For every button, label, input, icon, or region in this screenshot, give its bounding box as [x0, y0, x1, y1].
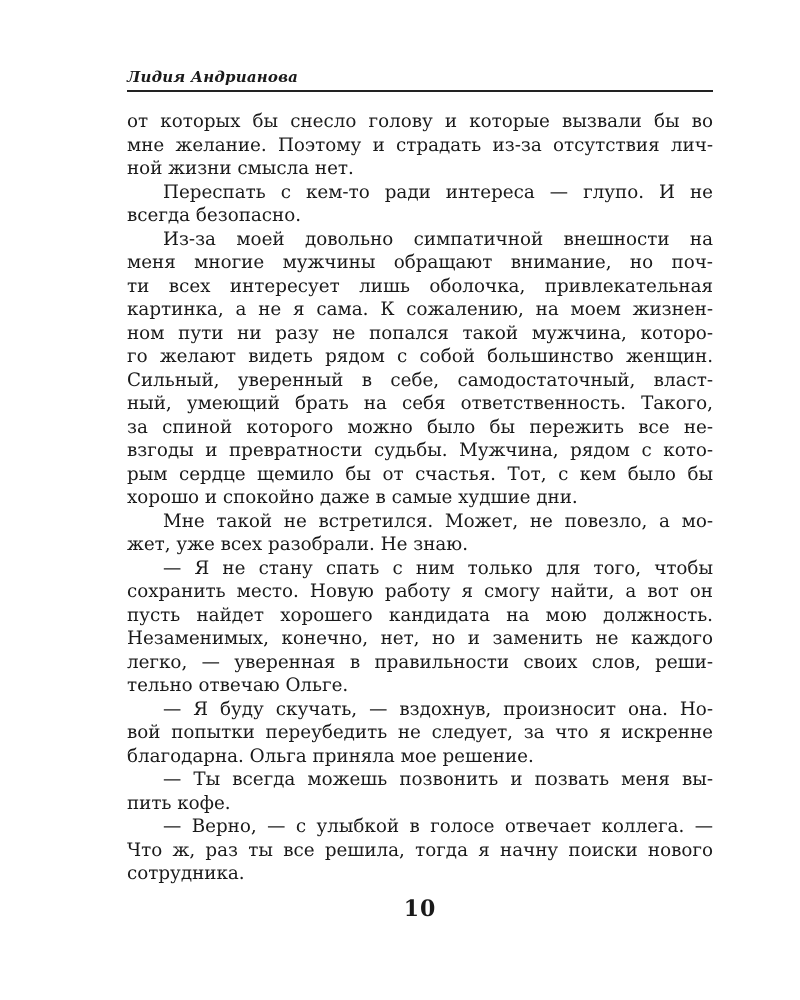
text-line: Незаменимых, конечно, нет, но и заменить не каждого [127, 628, 713, 649]
text-line: тельно отвечаю Ольге. [127, 675, 349, 696]
text-line: пусть найдет хорошего кандидата на мою должность. [127, 604, 713, 626]
text-line: ти всех интересует лишь оболочка, привлекательная [127, 275, 713, 297]
text-line: Сильный, уверенный в себе, самодостаточный, власт- [127, 369, 713, 391]
text-line: рым сердце щемило бы от счастья. Тот, с кем было бы [127, 463, 713, 485]
text-line: пить кофе. [127, 792, 231, 814]
text-line: всегда безопасно. [127, 205, 302, 226]
text-line: благодарна. Ольга приняла мое решение. [127, 745, 534, 767]
page-number: 10 [403, 896, 437, 922]
text-line: сохранить место. Новую работу я смогу найти, а вот он [127, 581, 713, 602]
text-line: Переспать с кем-то ради интереса — глупо. И не [163, 181, 713, 203]
text-line: жет, уже всех разобрали. Не знаю. [127, 534, 469, 555]
text-line: картинка, а не я сама. К сожалению, на моем жизнен- [127, 299, 713, 320]
text-line: за спиной которого можно было бы пережить все не- [127, 416, 713, 438]
text-line: хорошо и спокойно даже в самые худшие дни. [127, 487, 578, 508]
running-head [127, 66, 713, 92]
text-line: — Я буду скучать, — вздохнув, произносит она. Но- [163, 698, 713, 720]
text-line: от которых бы снесло голову и которые вызвали бы во [127, 111, 713, 132]
text-line: вой попытки переубедить не следует, за что я искренне [127, 722, 713, 743]
text-line: — Я не стану спать с ним только для того, чтобы [163, 557, 713, 579]
text-line: Что ж, раз ты все решила, тогда я начну поиски нового [127, 839, 713, 861]
text-line: ный, умеющий брать на себя ответственность. Такого, [127, 393, 713, 414]
text-line: Мне такой не встретился. Может, не повезло, а мо- [163, 510, 713, 532]
text-line: — Верно, — с улыбкой в голосе отвечает коллега. — [163, 816, 713, 837]
running-title: Лидия Андрианова [127, 68, 299, 86]
text-line: ном пути ни разу не попался такой мужчина, которо- [127, 322, 713, 344]
text-line: мне желание. Поэтому и страдать из-за отсутствия лич- [127, 134, 713, 156]
text-line: Из-за моей довольно симпатичной внешности на [163, 228, 713, 250]
text-line: меня многие мужчины обращают внимание, но поч- [127, 252, 713, 273]
text-line: — Ты всегда можешь позвонить и позвать меня вы- [163, 769, 713, 790]
text-line: го желают видеть рядом с собой большинство женщин. [127, 346, 713, 367]
text-line: легко, — уверенная в правильности своих слов, реши- [127, 651, 713, 673]
text-line: взгоды и превратности судьбы. Мужчина, рядом с кото- [127, 440, 713, 461]
text-line: ной жизни смысла нет. [127, 158, 354, 179]
text-line: сотрудника. [127, 863, 245, 884]
